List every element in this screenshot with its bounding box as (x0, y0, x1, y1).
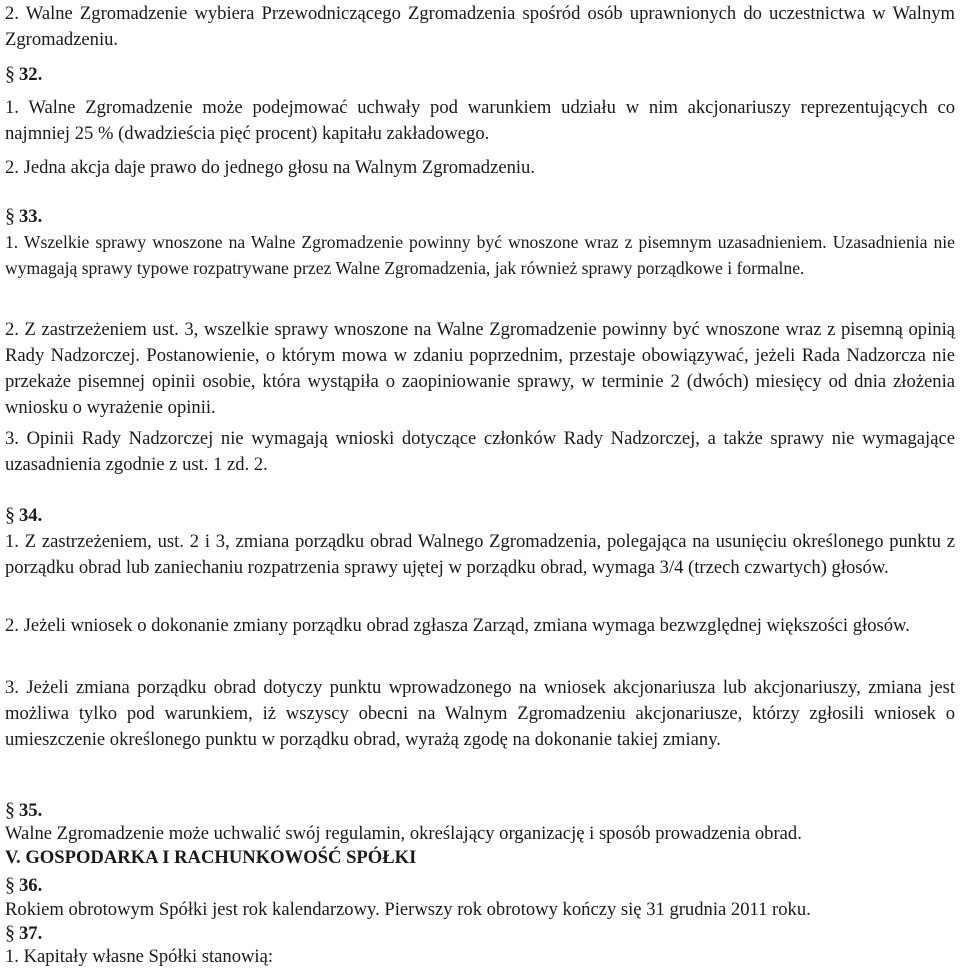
section-symbol: § (5, 799, 15, 821)
paragraph-34-3: 3. Jeżeli zmiana porządku obrad dotyczy punktu wprowadzonego na wniosek akcjonariusza lub akcjonariuszy, zmiana jest możliwa tylko pod warunkiem, iż wszyscy obecni na Walnym Zgromadzeniu akcjonariusze, którzy zgłosili wniosek o umieszczenie określonego punktu w porządku obrad, wyrażą zgodę na dokonanie takiej zmiany. (5, 677, 955, 750)
paragraph-36: Rokiem obrotowym Spółki jest rok kalendarzowy. Pierwszy rok obrotowy kończy się 31 grudnia 2011 roku. (5, 899, 811, 920)
section-heading-34 (5, 502, 42, 529)
section-symbol: § (5, 504, 15, 526)
section-symbol: § (5, 205, 15, 227)
chapter-heading-v: V. GOSPODARKA I RACHUNKOWOŚĆ SPÓŁKI (5, 847, 417, 868)
paragraph-34-2: 2. Jeżeli wniosek o dokonanie zmiany porządku obrad zgłasza Zarząd, zmiana wymaga bezwzględnej większości głosów. (5, 615, 910, 636)
section-heading-36 (5, 872, 42, 899)
paragraph-37-1: 1. Kapitały własne Spółki stanowią: (5, 946, 274, 967)
section-number: 37. (19, 923, 43, 944)
paragraph-32-2: 2. Jedna akcja daje prawo do jednego głosu na Walnym Zgromadzeniu. (5, 157, 535, 178)
paragraph-35: Walne Zgromadzenie może uchwalić swój regulamin, określający organizację i sposób prowadzenia obrad. (5, 823, 802, 844)
section-symbol: § (5, 874, 15, 896)
paragraph-33-1: 1. Wszelkie sprawy wnoszone na Walne Zgromadzenie powinny być wnoszone wraz z pisemnym uzasadnieniem. Uzasadnienia nie wymagają sprawy typowe rozpatrywane przez Walne Zgromadzenia, jak również sprawy porządkowe i formalne. (5, 232, 955, 278)
section-heading-35 (5, 797, 42, 824)
section-heading-32 (5, 61, 42, 88)
section-number: 32. (19, 64, 43, 85)
paragraph-33-2: 2. Z zastrzeżeniem ust. 3, wszelkie sprawy wnoszone na Walne Zgromadzenie powinny być wnoszone wraz z pisemną opinią Rady Nadzorczej. Postanowienie, o którym mowa w zdaniu poprzednim, przestaje obowiązywać, jeżeli Rada Nadzorcza nie przekaże pisemnej opinii osobie, która wystąpiła o zaopiniowanie sprawy, w terminie 2 (dwóch) miesięcy od dnia złożenia wniosku o wyrażenie opinii. (5, 319, 955, 418)
section-number: 35. (19, 800, 43, 821)
section-number: 33. (19, 206, 43, 227)
paragraph-33-3: 3. Opinii Rady Nadzorczej nie wymagają wnioski dotyczące członków Rady Nadzorczej, a także sprawy nie wymagające uzasadnienia zgodnie z ust. 1 zd. 2. (5, 428, 955, 475)
section-heading-33 (5, 203, 42, 230)
paragraph-34-1: 1. Z zastrzeżeniem, ust. 2 i 3, zmiana porządku obrad Walnego Zgromadzenia, polegająca na usunięciu określonego punktu z porządku obrad lub zaniechaniu rozpatrzenia sprawy ujętej w porządku obrad, wymaga 3/4 (trzech czwartych) głosów. (5, 531, 955, 578)
section-number: 34. (19, 505, 43, 526)
paragraph-32-1: 1. Walne Zgromadzenie może podejmować uchwały pod warunkiem udziału w nim akcjonariuszy reprezentujących co najmniej 25 % (dwadzieścia pięć procent) kapitału zakładowego. (5, 97, 955, 144)
section-number: 36. (19, 875, 43, 896)
section-symbol: § (5, 63, 15, 85)
section-heading-37 (5, 920, 42, 947)
paragraph-31-2: 2. Walne Zgromadzenie wybiera Przewodniczącego Zgromadzenia spośród osób uprawnionych do uczestnictwa w Walnym Zgromadzeniu. (5, 3, 955, 50)
section-symbol: § (5, 922, 15, 944)
